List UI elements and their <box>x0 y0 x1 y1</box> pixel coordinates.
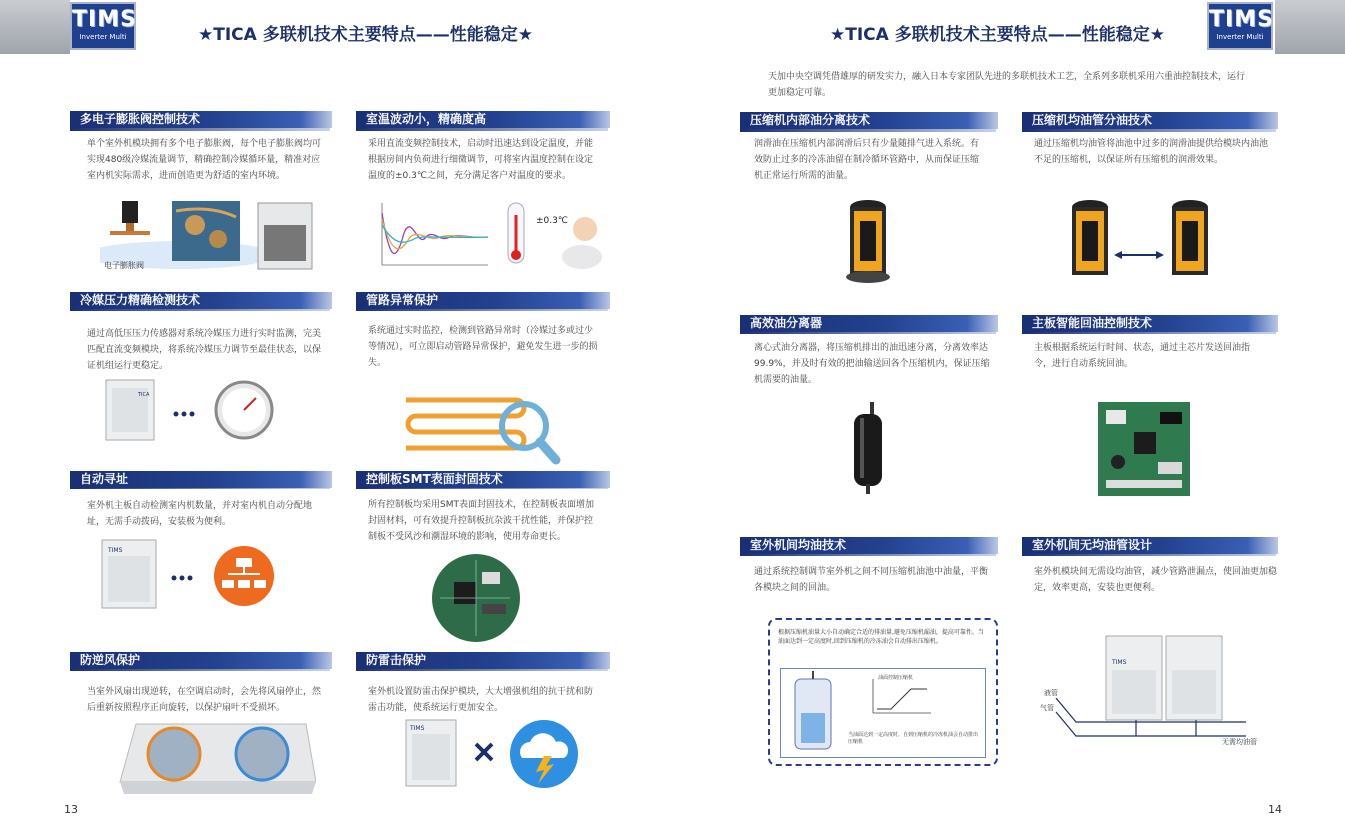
oil-control-diagram <box>768 618 998 766</box>
section-underline <box>356 128 608 131</box>
temperature-chart <box>360 193 610 275</box>
auto-addressing-image <box>100 536 280 612</box>
diagram-note: 根据压缩机油量大小自动确定合适的排油量,避免压缩机漏油，提高可靠性。当油面达到一定高度时,回到压缩机的冷冻油会自动排出压缩机。 <box>778 629 984 645</box>
header-tab-right <box>1275 0 1345 54</box>
svg-text:TIMS: TIMS <box>1112 659 1127 666</box>
svg-text:TICA: TICA <box>138 392 150 398</box>
double-arrow-icon <box>1114 251 1164 259</box>
outdoor-units-pipe-image <box>1036 620 1276 744</box>
section-title: 冷媒压力精确检测技术 <box>70 292 332 309</box>
logo-subtext: Inverter Multi <box>1216 33 1264 41</box>
diagram-chart-title: 油面控制压缩机 <box>878 675 914 681</box>
compressor-icon <box>1172 200 1208 275</box>
section-text: 系统通过实时监控，检测到管路异常时（冷媒过多或过少等情况），可立即启动管路异常保护，避免发生进一步的损失。 <box>368 326 598 368</box>
section-title: 防逆风保护 <box>70 652 332 669</box>
section-text: 室外机模块间无需设均油管，减少管路泄漏点，使回油更加稳定，效率更高，安装也更便利。 <box>1034 567 1278 593</box>
svg-text:TIMS: TIMS <box>410 725 425 732</box>
section-text: 通过高低压压力传感器对系统冷媒压力进行实时监测，完美匹配直流变频模块，将系统冷媒压力调节至最佳状态，以保证机组运行更稳定。 <box>87 329 322 371</box>
page-number-left: 13 <box>64 803 78 816</box>
oil-balance-compressors-image <box>1060 197 1220 287</box>
section-underline <box>70 128 330 131</box>
outdoor-unit-icon <box>102 540 156 608</box>
lightning-protection-image <box>404 714 584 794</box>
outdoor-unit-icon <box>106 380 154 440</box>
section-title: 管路异常保护 <box>356 292 610 309</box>
lightning-cloud-icon <box>510 720 578 788</box>
header-tab-left <box>0 0 70 54</box>
page-title-right: ★TICA 多联机技术主要特点——性能稳定★ <box>830 25 1165 45</box>
section-text: 室外机主板自动检测室内机数量，并对室内机自动分配地址，无需手动拨码，安装极为便利。 <box>87 501 313 527</box>
oil-separator-image <box>846 402 892 494</box>
page-title-left: ★TICA 多联机技术主要特点——性能稳定★ <box>198 25 533 45</box>
gas-pipe-label: 气管 <box>1040 704 1054 712</box>
section-text: 离心式油分离器，将压缩机排出的油迅速分离，分离效率达99.9%，并及时有效的把油输送回各个压缩机内，保证压缩机需要的油量。 <box>754 343 990 385</box>
logo-text: TIMS <box>1209 7 1274 32</box>
outdoor-unit-icon <box>1166 636 1222 720</box>
valve-icon <box>110 201 150 233</box>
network-icon <box>214 546 274 606</box>
section-title: 压缩机内部油分离技术 <box>740 112 998 129</box>
compressor-icon <box>1072 200 1108 275</box>
section-text: 所有控制板均采用SMT表面封固技术，在控制板表面增加封固材料，可有效提升控制板抗杂波干扰性能，并保护控制板不受风沙和潮湿环境的影响，使用寿命更长。 <box>368 500 594 542</box>
diagram-caption: 当油面达到一定高度时，自到压缩机的冷冻机油会自动排出压缩机 <box>848 732 979 745</box>
tims-logo-right <box>1207 2 1273 50</box>
section-text: 单个室外机模块拥有多个电子膨胀阀，每个电子膨胀阀均可实现480级冷媒流量调节，精确控制冷媒循环量，精准对应室内机实际需求，进而创造更为舒适的室内环境。 <box>87 139 322 181</box>
valve-caption: 电子膨胀阀 <box>104 261 144 270</box>
section-title: 多电子膨胀阀控制技术 <box>70 111 332 128</box>
section-title: 控制板SMT表面封固技术 <box>356 471 610 488</box>
section-title: 防雷击保护 <box>356 652 610 669</box>
section-title: 室外机间均油技术 <box>740 537 998 554</box>
section-text: 主板根据系统运行时间、状态，通过主芯片发送回油指令，进行自动系统回油。 <box>1034 343 1251 369</box>
section-title: 压缩机均油管分油技术 <box>1022 112 1278 129</box>
section-text: 采用直流变频控制技术，启动时迅速达到设定温度，并能根据房间内负荷进行细微调节，可将室内温度控制在设定温度的±0.3℃之间，充分满足客户对温度的要求。 <box>368 139 594 181</box>
temperature-tolerance-label: ±0.3℃ <box>536 216 568 226</box>
logo-subtext: Inverter Multi <box>79 33 127 41</box>
section-title: 自动寻址 <box>70 471 332 488</box>
no-oil-pipe-label: 无需均油管 <box>1222 738 1257 746</box>
intro-text: 天加中央空调凭借雄厚的研发实力，融入日本专家团队先进的多联机技术工艺，全系列多联机采用六重油控制技术，运行更加稳定可靠。 <box>768 72 1246 98</box>
main-board-image <box>1098 402 1190 496</box>
pressure-gauge-icon <box>216 382 272 438</box>
outdoor-unit-icon <box>1106 636 1162 720</box>
pipe-inspection-image <box>396 386 576 468</box>
section-text: 室外机设置防雷击保护模块，大大增强机组的抗干扰和防雷击功能，使系统运行更加安全。 <box>368 687 594 713</box>
section-title: 室外机间无均油管设计 <box>1022 537 1278 554</box>
section-title: 高效油分离器 <box>740 315 998 332</box>
control-board-image <box>430 552 522 644</box>
tims-logo-left <box>70 2 136 50</box>
cross-icon <box>476 744 492 760</box>
section-text: 当室外风扇出现逆转，在空调启动时，会先将风扇停止，然后重新按照程序正向旋转，以保护扇叶不受损坏。 <box>87 687 322 713</box>
section-text: 通过系统控制调节室外机之间不同压缩机油池中油量，平衡各模块之间的回油。 <box>754 567 989 593</box>
outdoor-unit-icon <box>406 720 456 786</box>
liquid-pipe-label: 液管 <box>1044 689 1058 697</box>
section-title: 主板智能回油控制技术 <box>1022 315 1278 332</box>
pressure-detection-image <box>104 376 284 442</box>
section-text: 润滑油在压缩机内部润滑后只有少量随排气进入系统。有效防止过多的冷冻油留在制冷循环管路中，从而保证压缩机正常运行所需的油量。 <box>754 139 980 181</box>
page-number-right: 14 <box>1268 803 1282 816</box>
svg-text:TIMS: TIMS <box>108 547 123 554</box>
section-underline <box>1022 129 1276 132</box>
compressor-image <box>838 197 898 287</box>
logo-text: TIMS <box>72 7 137 32</box>
section-underline <box>740 129 996 132</box>
section-title: 室温波动小，精确度高 <box>356 111 610 128</box>
fan-protection-image <box>116 716 316 800</box>
section-text: 通过压缩机均油管将油池中过多的润滑油提供给模块内油池不足的压缩机，以保证所有压缩机的润滑效果。 <box>1034 139 1269 165</box>
